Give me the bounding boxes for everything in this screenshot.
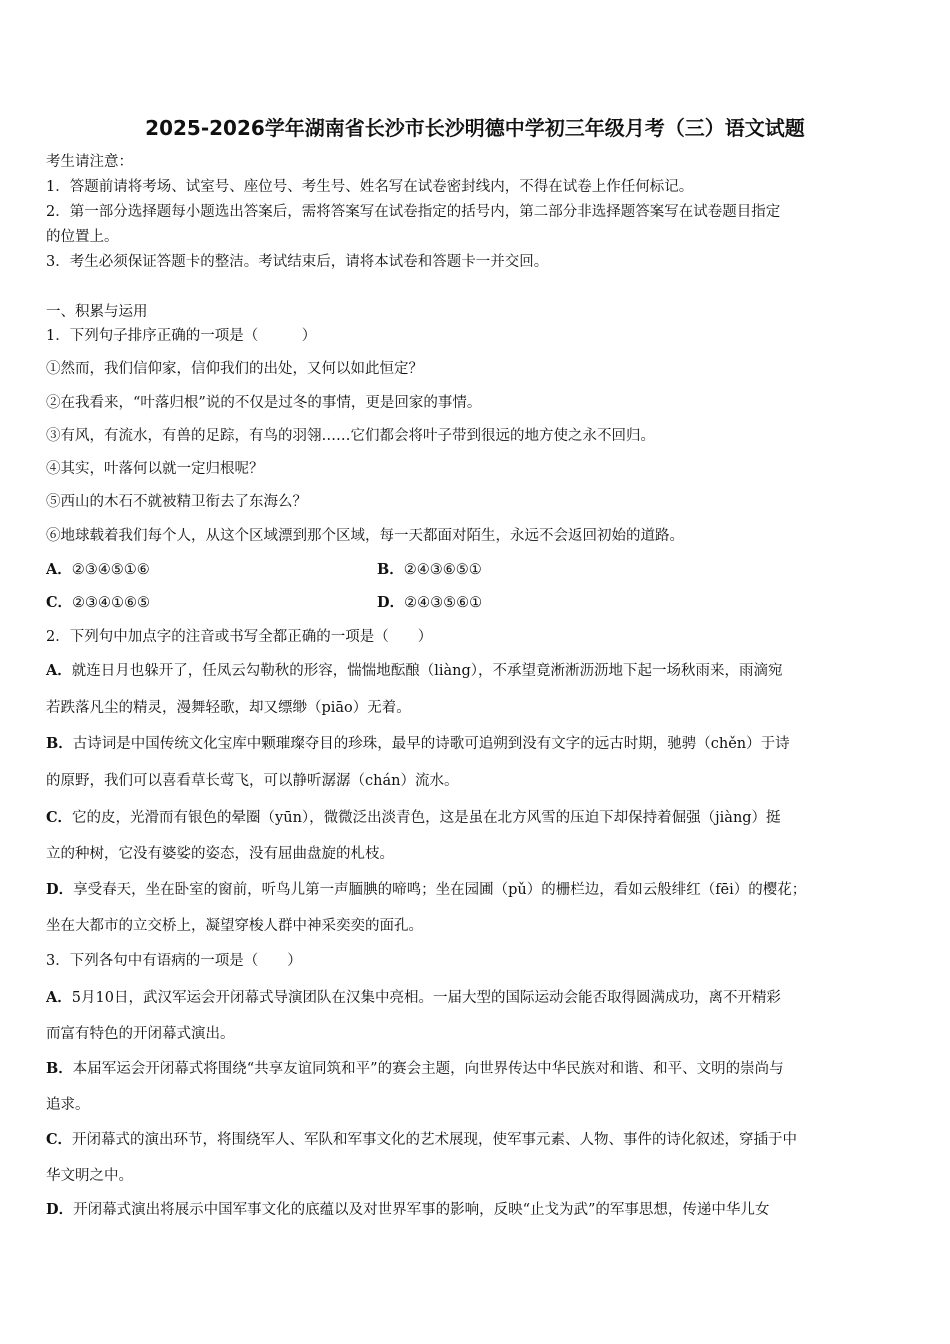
option-key: B．: [377, 561, 404, 578]
option-key: A．: [46, 561, 72, 578]
q2-option-d-line1[interactable]: [46, 880, 806, 900]
q2-option-b-line1[interactable]: [46, 734, 790, 754]
page-title: 2025-2026学年湖南省长沙市长沙明德中学初三年级月考（三）语文试题: [145, 116, 805, 140]
q1-sentence-4: ④其实，叶落何以就一定归根呢？: [46, 461, 264, 477]
q3-option-b-line2: 追求。: [46, 1097, 90, 1113]
q3-stem: 3．下列各句中有语病的一项是（ ）: [46, 953, 302, 969]
notice-heading: 考生请注意：: [46, 154, 133, 170]
q1-option-c[interactable]: [46, 593, 150, 613]
q2-option-a-line1[interactable]: [46, 661, 783, 681]
option-key: A．: [46, 989, 72, 1006]
option-text: 古诗词是中国传统文化宝库中颗璀璨夺目的珍珠，最早的诗歌可追朔到没有文字的远古时期，驰骋（chěn）于诗: [72, 736, 790, 752]
option-value: ②④③⑥⑤①: [403, 562, 482, 578]
q3-option-a-line2: 而富有特色的开闭幕式演出。: [46, 1026, 235, 1042]
option-key: B．: [46, 735, 73, 752]
option-text: 享受春天，坐在卧室的窗前，听鸟儿第一声腼腆的啼鸣；坐在园圃（pǔ）的栅栏边，看如云般绯红（fēi）的樱花；: [73, 882, 807, 898]
option-key: C．: [46, 1131, 73, 1148]
q1-sentence-1: ①然而，我们信仰家，信仰我们的出处，又何以如此恒定？: [46, 361, 423, 377]
option-value: ②③④①⑥⑤: [72, 595, 151, 611]
option-key: C．: [46, 594, 73, 611]
q2-stem: 2．下列句中加点字的注音或书写全都正确的一项是（ ）: [46, 629, 433, 645]
q1-sentence-2: ②在我看来，“叶落归根”说的不仅是过冬的事情，更是回家的事情。: [46, 395, 482, 411]
q1-stem: 1．下列句子排序正确的一项是（ ）: [46, 328, 317, 344]
option-key: C．: [46, 809, 73, 826]
q1-sentence-5: ⑤西山的木石不就被精卫衔去了东海么？: [46, 494, 307, 510]
option-text: 它的皮，光滑而有银色的晕圈（yūn），微微泛出淡青色，这是虽在北方风雪的压迫下却保持着倔强（jiàng）挺: [72, 810, 781, 826]
option-key: A．: [46, 662, 72, 679]
option-value: ②③④⑤①⑥: [71, 562, 150, 578]
option-key: D．: [46, 881, 74, 898]
q2-option-c-line1[interactable]: [46, 808, 781, 828]
q2-option-c-line2: 立的种树，它没有婆娑的姿态，没有屈曲盘旋的札枝。: [46, 846, 394, 862]
q1-sentence-3: ③有风，有流水，有兽的足踪，有鸟的羽翎……它们都会将叶子带到很远的地方使之永不回归。: [46, 428, 655, 444]
q1-option-d[interactable]: [377, 593, 482, 613]
option-text: 就连日月也躲开了，任凤云勾勒秋的形容，惴惴地酝酿（liàng），不承望竟淅淅沥沥地下起一场秋雨来，雨滴宛: [71, 663, 783, 679]
q3-option-c-line1[interactable]: [46, 1130, 797, 1150]
notice-item-2b: 的位置上。: [46, 229, 119, 245]
notice-item-2a: 2．第一部分选择题每小题选出答案后，需将答案写在试卷指定的括号内，第二部分非选择题答案写在试卷题目指定: [46, 204, 781, 220]
q1-option-a[interactable]: [46, 560, 150, 580]
q3-option-a-line1[interactable]: [46, 988, 781, 1008]
section-heading: 一、积累与运用: [46, 304, 148, 320]
q1-sentence-6: ⑥地球载着我们每个人，从这个区域漂到那个区域，每一天都面对陌生，永远不会返回初始的道路。: [46, 528, 684, 544]
option-text: 开闭幕式演出将展示中国军事文化的底蕴以及对世界军事的影响，反映“止戈为武”的军事思想，传递中华儿女: [73, 1202, 770, 1218]
q2-option-a-line2: 若跌落凡尘的精灵，漫舞轻歌，却又缥缈（piāo）无着。: [46, 700, 411, 716]
option-key: D．: [46, 1201, 74, 1218]
option-key: B．: [46, 1060, 73, 1077]
q3-option-d-line1[interactable]: [46, 1200, 769, 1220]
q1-option-b[interactable]: [377, 560, 482, 580]
q2-option-d-line2: 坐在大都市的立交桥上，凝望穿梭人群中神采奕奕的面孔。: [46, 918, 423, 934]
option-key: D．: [377, 594, 405, 611]
q2-option-b-line2: 的原野，我们可以喜看草长莺飞，可以静听潺潺（chán）流水。: [46, 773, 459, 789]
option-text: 5月10日，武汉军运会开闭幕式导演团队在汉集中亮相。一届大型的国际运动会能否取得圆满成功，离不开精彩: [71, 990, 781, 1006]
option-text: 开闭幕式的演出环节，将围绕军人、军队和军事文化的艺术展现，使军事元素、人物、事件的诗化叙述，穿插于中: [72, 1132, 798, 1148]
q3-option-b-line1[interactable]: [46, 1059, 784, 1079]
q3-option-c-line2: 华文明之中。: [46, 1168, 133, 1184]
notice-item-3: 3．考生必须保证答题卡的整洁。考试结束后，请将本试卷和答题卡一并交回。: [46, 254, 549, 270]
option-text: 本届军运会开闭幕式将围绕“共享友谊同筑和平”的赛会主题，向世界传达中华民族对和谐、和平、文明的崇尚与: [72, 1061, 784, 1077]
notice-item-1: 1．答题前请将考场、试室号、座位号、考生号、姓名写在试卷密封线内，不得在试卷上作任何标记。: [46, 179, 694, 195]
option-value: ②④③⑤⑥①: [404, 595, 483, 611]
